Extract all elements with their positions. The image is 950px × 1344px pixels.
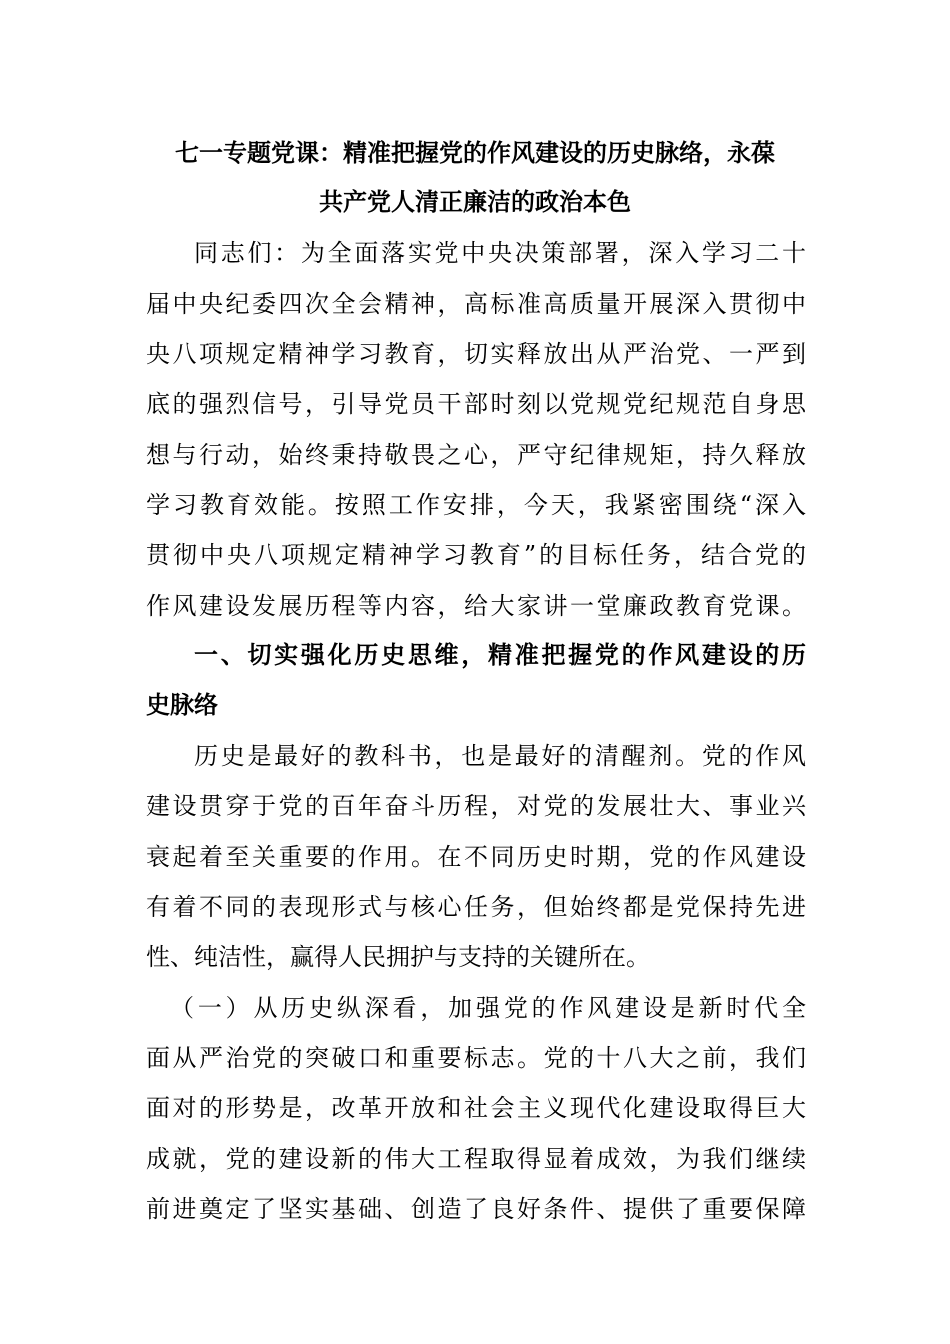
- document-title-line-2: 共产党人清正廉洁的政治本色: [319, 188, 631, 216]
- subsection-1-paragraph-line: 前进奠定了坚实基础、创造了良好条件、提供了重要保障: [146, 1195, 806, 1223]
- section-1-heading-line-2: 史脉络: [146, 691, 218, 719]
- intro-paragraph-line: 届中央纪委四次全会精神，高标准高质量开展深入贯彻中: [146, 290, 806, 318]
- subsection-1-paragraph-line: 面对的形势是，改革开放和社会主义现代化建设取得巨大: [146, 1094, 806, 1122]
- subsection-1-paragraph-line: （一）从历史纵深看，加强党的作风建设是新时代全: [170, 994, 806, 1022]
- intro-paragraph-line: 学习教育效能。按照工作安排，今天，我紧密围绕“深入: [146, 491, 806, 519]
- intro-paragraph-line: 作风建设发展历程等内容，给大家讲一堂廉政教育党课。: [146, 592, 806, 620]
- section-1-paragraph-line: 建设贯穿于党的百年奋斗历程，对党的发展壮大、事业兴: [146, 792, 806, 820]
- intro-paragraph-line: 底的强烈信号，引导党员干部时刻以党规党纪规范自身思: [146, 390, 806, 418]
- section-1-heading-line-1: 一、切实强化历史思维，精准把握党的作风建设的历: [194, 641, 806, 669]
- document-title-line-1: 七一专题党课：精准把握党的作风建设的历史脉络，永葆: [175, 139, 775, 167]
- section-1-paragraph-line: 性、纯洁性，赢得人民拥护与支持的关键所在。: [146, 943, 650, 971]
- intro-paragraph-line: 贯彻中央八项规定精神学习教育”的目标任务，结合党的: [146, 541, 806, 569]
- section-1-paragraph-line: 有着不同的表现形式与核心任务，但始终都是党保持先进: [146, 893, 806, 921]
- intro-paragraph-line: 想与行动，始终秉持敬畏之心，严守纪律规矩，持久释放: [146, 441, 806, 469]
- subsection-1-paragraph-line: 成就，党的建设新的伟大工程取得显着成效，为我们继续: [146, 1145, 806, 1173]
- subsection-1-paragraph-line: 面从严治党的突破口和重要标志。党的十八大之前，我们: [146, 1044, 806, 1072]
- intro-paragraph-line: 同志们：为全面落实党中央决策部署，深入学习二十: [194, 239, 806, 267]
- intro-paragraph-line: 央八项规定精神学习教育，切实释放出从严治党、一严到: [146, 340, 806, 368]
- section-1-paragraph-line: 历史是最好的教科书，也是最好的清醒剂。党的作风: [194, 742, 806, 770]
- section-1-paragraph-line: 衰起着至关重要的作用。在不同历史时期，党的作风建设: [146, 843, 806, 871]
